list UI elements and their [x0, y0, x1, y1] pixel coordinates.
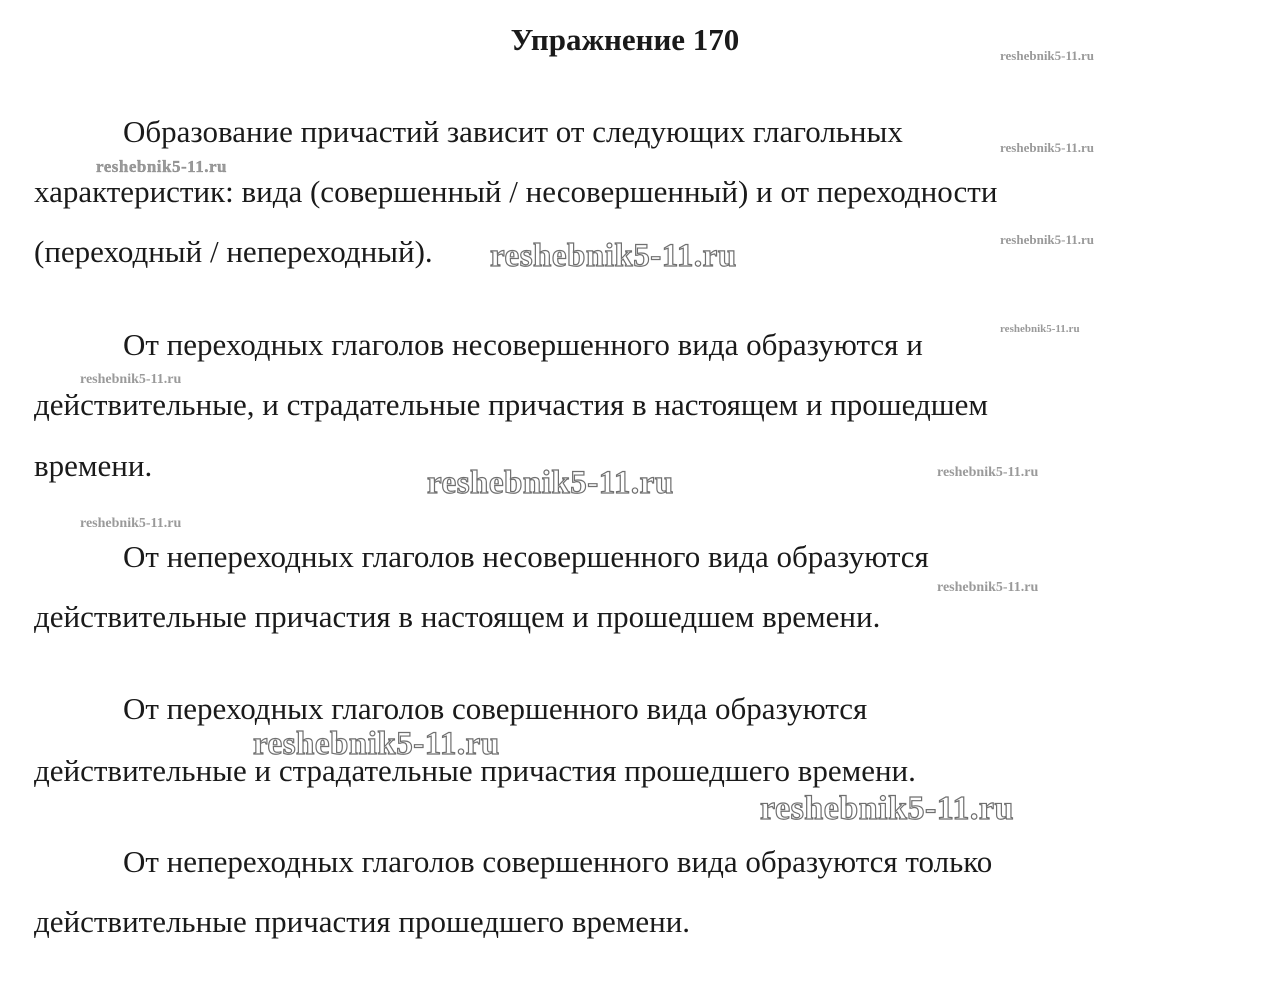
watermark: reshebnik5-11.ru	[80, 372, 182, 387]
paragraph-line: От непереходных глаголов совершенного вида образуются только	[123, 844, 993, 879]
paragraph-line: действительные и страдательные причастия прошедшего времени.	[34, 753, 916, 788]
watermark: reshebnik5-11.ru	[80, 516, 182, 531]
paragraph-line: От непереходных глаголов несовершенного вида образуются	[123, 539, 929, 574]
watermark: reshebnik5-11.ru	[1000, 140, 1095, 155]
paragraph-line: Образование причастий зависит от следующих глагольных	[123, 114, 903, 149]
watermark: reshebnik5-11.ru	[427, 465, 674, 501]
paragraph-line: действительные, и страдательные причастия в настоящем и прошедшем	[34, 387, 989, 422]
paragraph-line: времени.	[34, 448, 153, 483]
paragraph-line: От переходных глаголов несовершенного вида образуются и	[123, 327, 923, 362]
watermark: reshebnik5-11.ru	[1000, 48, 1095, 63]
watermark: reshebnik5-11.ru	[96, 157, 227, 176]
watermark: reshebnik5-11.ru	[937, 580, 1039, 595]
page-title: Упражнение 170	[510, 22, 740, 57]
watermark: reshebnik5-11.ru	[1000, 323, 1080, 335]
watermark: reshebnik5-11.ru	[937, 465, 1039, 480]
watermark: reshebnik5-11.ru	[253, 726, 500, 762]
watermark: reshebnik5-11.ru	[490, 238, 737, 274]
paragraph-line: действительные причастия в настоящем и прошедшем времени.	[34, 599, 881, 634]
paragraph-line: От переходных глаголов совершенного вида образуются	[123, 691, 868, 726]
paragraph-line: характеристик: вида (совершенный / несовершенный) и от переходности	[34, 174, 998, 209]
watermark: reshebnik5-11.ru	[760, 790, 1014, 827]
paragraph-line: действительные причастия прошедшего времени.	[34, 904, 691, 939]
paragraph-line: (переходный / непереходный).	[34, 234, 433, 269]
watermark: reshebnik5-11.ru	[1000, 232, 1095, 247]
